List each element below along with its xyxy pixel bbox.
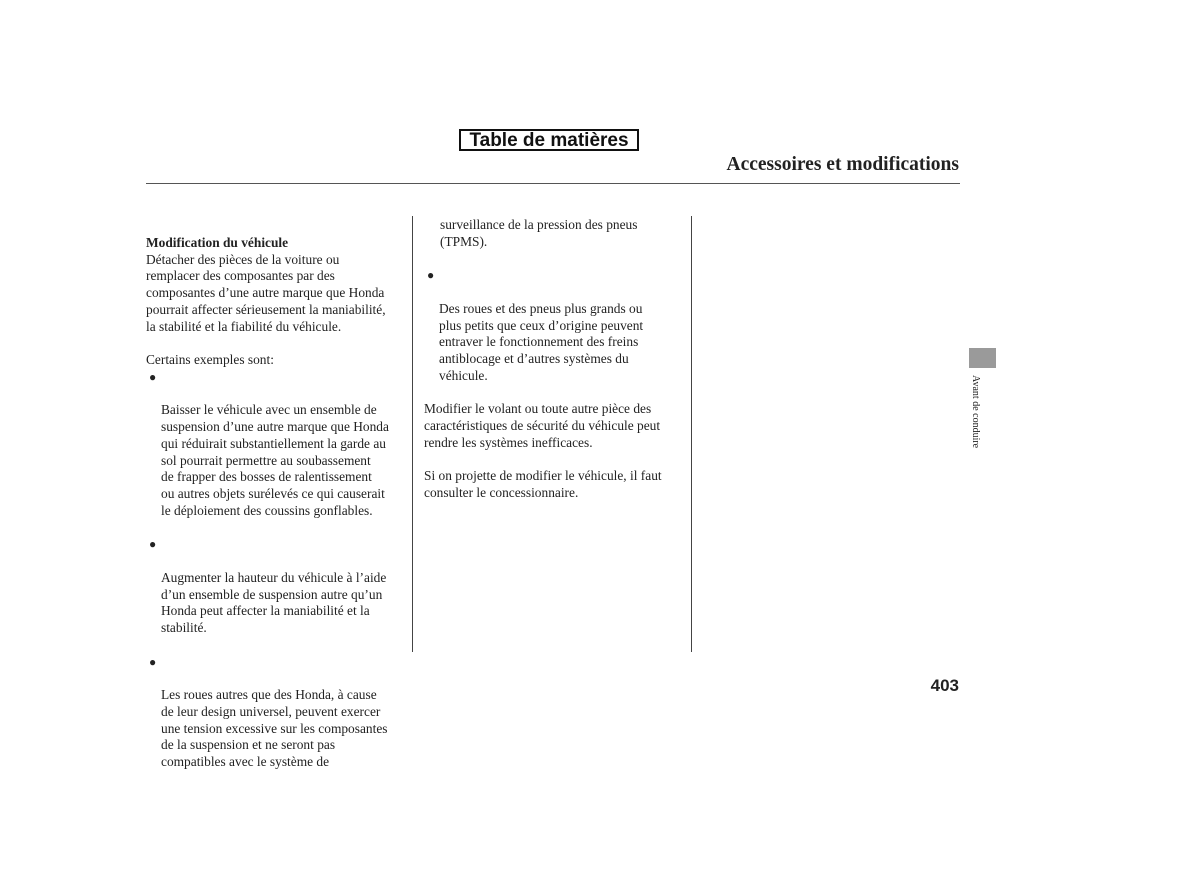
bullet-icon: ● bbox=[149, 369, 157, 384]
list-item-continuation: surveillance de la pression des pneus (TPMS). bbox=[440, 217, 638, 249]
examples-label: Certains exemples sont: bbox=[146, 352, 274, 367]
table-of-contents-button[interactable]: Table de matières bbox=[459, 129, 639, 151]
text-column-1 bbox=[146, 218, 408, 771]
header-divider bbox=[146, 183, 960, 184]
intro-paragraph bbox=[146, 218, 408, 335]
list-item bbox=[146, 654, 408, 771]
list-item-text: Les roues autres que des Honda, à cause de leur design universel, peuvent exercer une tension excessive sur les composantes de la suspension et ne seront pas compatibles avec le système de bbox=[161, 687, 388, 769]
section-tab-marker[interactable] bbox=[969, 348, 996, 368]
column-divider-right bbox=[691, 216, 692, 652]
list-item bbox=[146, 536, 408, 637]
list-item bbox=[146, 369, 408, 520]
list-item bbox=[424, 267, 686, 384]
subheading: Modification du véhicule bbox=[146, 234, 289, 250]
list-item-text: Des roues et des pneus plus grands ou plus petits que ceux d’origine peuvent entraver le fonctionnement des freins antiblocage et d’autres systèmes du véhicule. bbox=[439, 300, 644, 383]
column-divider-left bbox=[412, 216, 413, 652]
body-paragraph: Si on projette de modifier le véhicule, il faut consulter le concessionnaire. bbox=[424, 468, 662, 500]
bullet-icon: ● bbox=[427, 268, 435, 283]
intro-text: Détacher des pièces de la voiture ou remplacer des composantes par des composantes d’une autre marque que Honda pourrait affecter sérieusement la maniabilité, la stabilité et la fiabilité du véhicule. bbox=[146, 251, 386, 334]
list-item-text: Augmenter la hauteur du véhicule à l’aide d’un ensemble de suspension autre qu’un Honda peut affecter la maniabilité et la stabilité. bbox=[161, 569, 387, 635]
section-tab-label: Avant de conduire bbox=[970, 375, 981, 449]
page-title: Accessoires et modifications bbox=[726, 154, 959, 175]
body-paragraph: Modifier le volant ou toute autre pièce des caractéristiques de sécurité du véhicule peut rendre les systèmes inefficaces. bbox=[424, 401, 661, 450]
bullet-icon: ● bbox=[149, 537, 157, 552]
text-column-2 bbox=[424, 217, 686, 502]
list-item-text: Baisser le véhicule avec un ensemble de suspension d’une autre marque que Honda qui réduirait substantiellement la garde au sol pourrait permettre au soubassement de frapper des bosses de ralentissement ou autres objets surélevés ce qui causerait le déploiement des coussins gonflables. bbox=[161, 402, 389, 518]
bullet-icon: ● bbox=[149, 654, 157, 669]
page-number: 403 bbox=[930, 676, 959, 695]
